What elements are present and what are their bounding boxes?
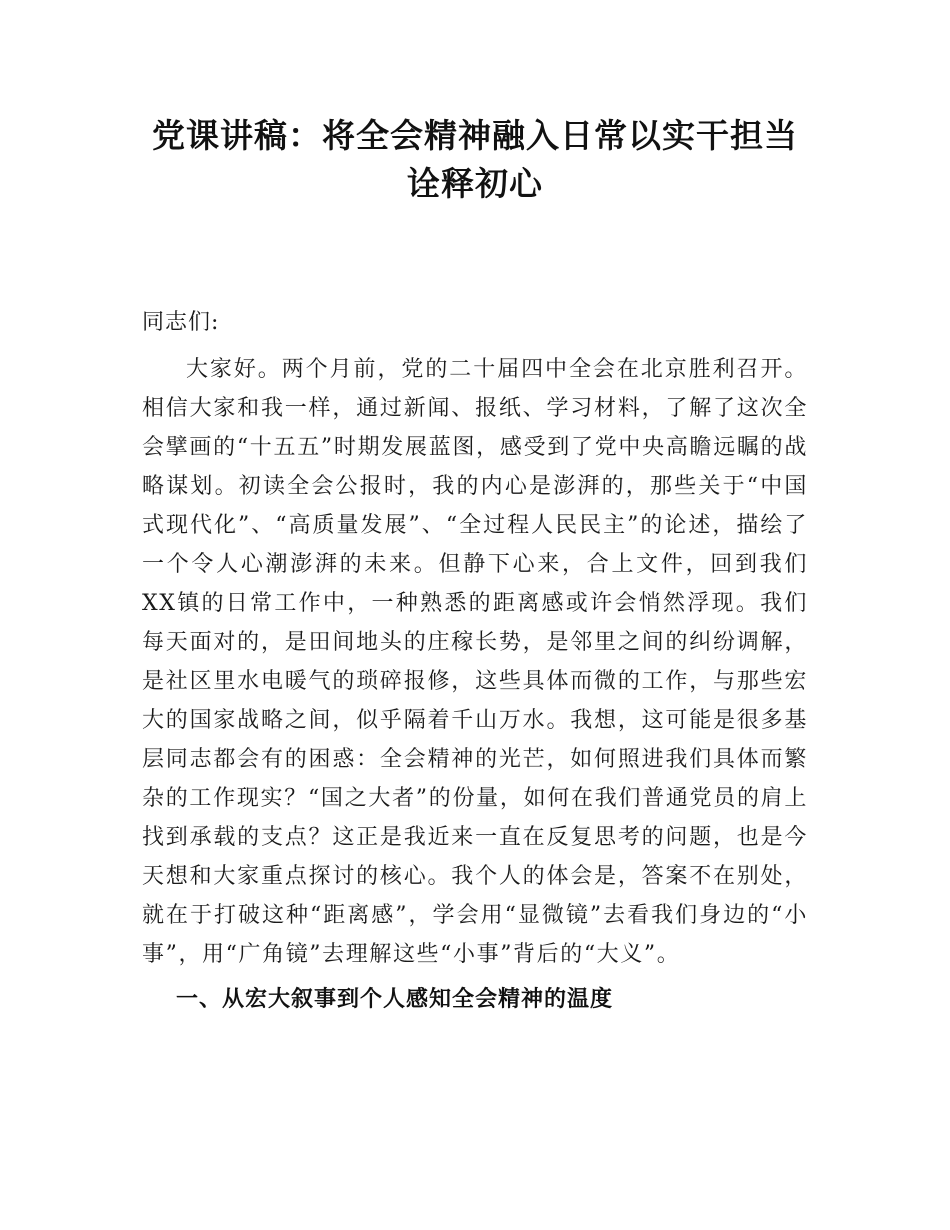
title-line-1: 党课讲稿：将全会精神融入日常以实干担当 — [152, 116, 798, 155]
document-title — [142, 112, 808, 208]
salutation: 同志们: — [142, 310, 220, 335]
title-line-2: 诠释初心 — [407, 164, 543, 203]
section-heading: 一、从宏大叙事到个人感知全会精神的温度 — [176, 987, 614, 1012]
body-paragraph: 大家好。两个月前，党的二十届四中全会在北京胜利召开。相信大家和我一样，通过新闻、报纸、学习材料，了解了这次全会擘画的“十五五”时期发展蓝图，感受到了党中央高瞻远瞩的战略谋划。初读全会公报时，我的内心是澎湃的，那些关于“中国式现代化”、“高质量发展”、“全过程人民民主”的论述，描绘了一个令人心潮澎湃的未来。但静下心来，合上文件，回到我们XX镇的日常工作中，一种熟悉的距离感或许会悄然浮现。我们每天面对的，是田间地头的庄稼长势，是邻里之间的纠纷调解，是社区里水电暖气的琐碎报修，这些具体而微的工作，与那些宏大的国家战略之间，似乎隔着千山万水。我想，这可能是很多基层同志都会有的困惑：全会精神的光芒，如何照进我们具体而繁杂的工作现实？“国之大者”的份量，如何在我们普通党员的肩上找到承载的支点？这正是我近来一直在反复思考的问题，也是今天想和大家重点探讨的核心。我个人的体会是，答案不在别处，就在于打破这种“距离感”，学会用“显微镜”去看我们身边的“小事”，用“广角镜”去理解这些“小事”背后的“大义”。 — [142, 357, 808, 967]
